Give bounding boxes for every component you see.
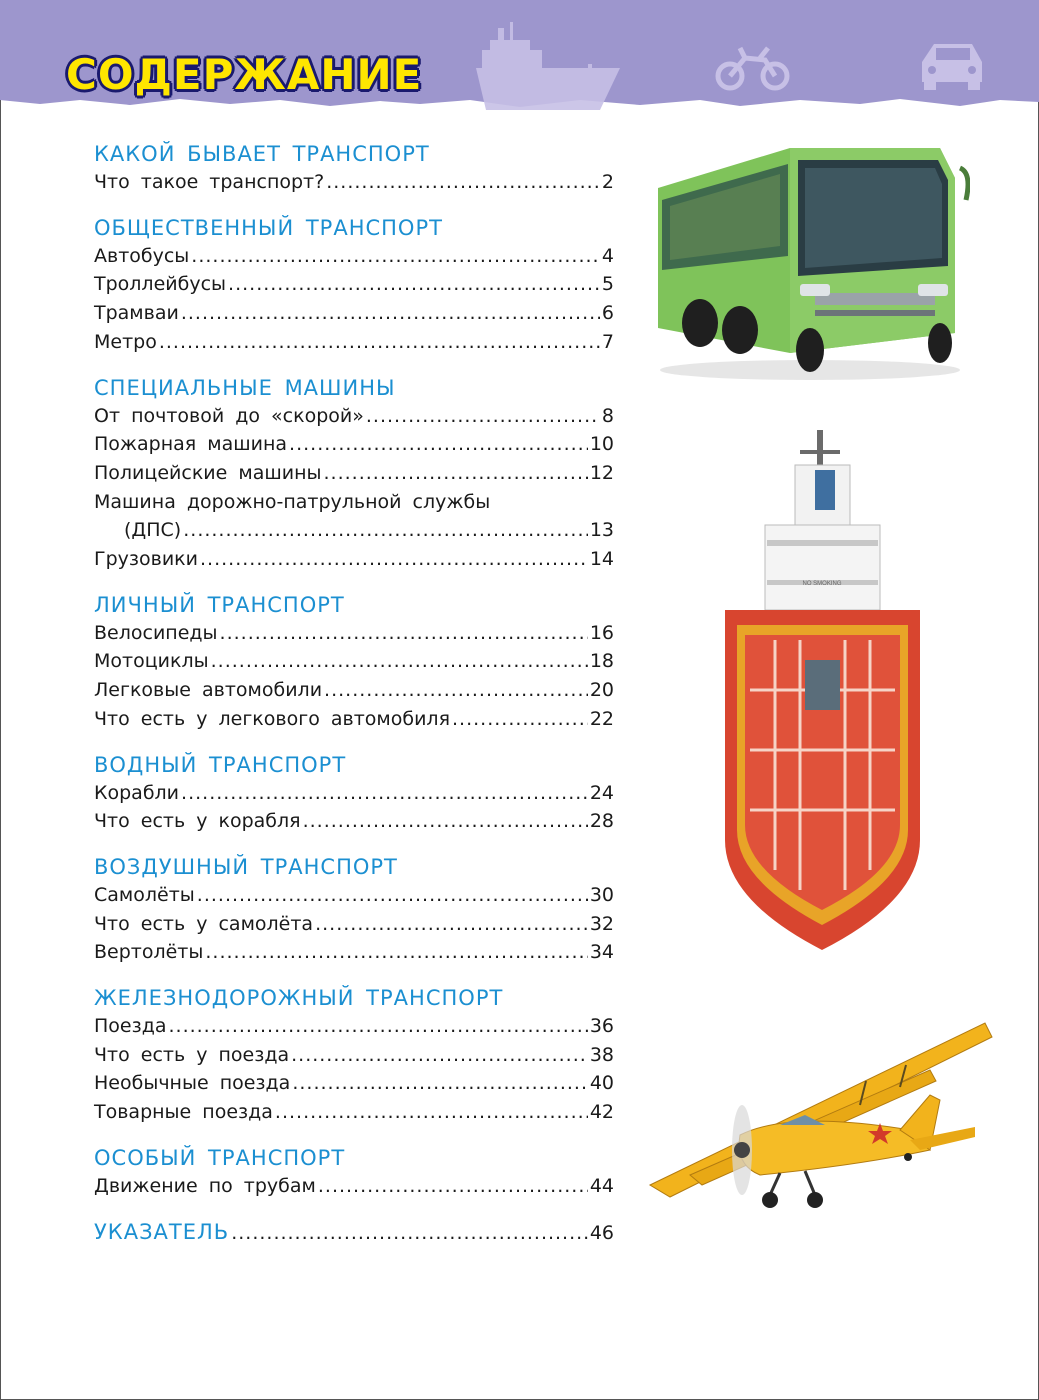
toc-entry-label: Автобусы: [94, 244, 190, 267]
toc-entry-label: Машина дорожно-патрульной службы: [94, 490, 491, 513]
toc-page-number: 7: [601, 330, 614, 353]
toc-entry[interactable]: [94, 1041, 614, 1070]
dot-leader: [326, 168, 600, 197]
toc-entry[interactable]: [94, 516, 614, 545]
toc-page-number: 16: [589, 621, 614, 644]
toc-page-number: 6: [601, 302, 614, 325]
toc-page-number: 5: [601, 273, 614, 296]
toc-page-number: 20: [589, 679, 614, 702]
dot-leader: [159, 328, 600, 357]
table-of-contents: [94, 140, 614, 1247]
dot-leader: [191, 242, 600, 271]
toc-entry[interactable]: [94, 270, 614, 299]
toc-entry-label: Необычные поезда: [94, 1072, 291, 1095]
toc-entry-label: Грузовики: [94, 548, 198, 571]
toc-entry[interactable]: [94, 430, 614, 459]
toc-entry[interactable]: [94, 299, 614, 328]
toc-entry[interactable]: [94, 1069, 614, 1098]
toc-entry-label: Что есть у корабля: [94, 810, 301, 833]
toc-entry-label: Товарные поезда: [94, 1101, 273, 1124]
toc-section: [94, 751, 614, 836]
dot-leader: [275, 1098, 588, 1127]
dot-leader: [315, 910, 588, 939]
section-title: ЛИЧНЫЙ ТРАНСПОРТ: [94, 592, 345, 617]
toc-entry[interactable]: [94, 328, 614, 357]
toc-entry-label: Что есть у поезда: [94, 1043, 290, 1066]
toc-page-number: 42: [589, 1101, 614, 1124]
toc-entry-label: Поезда: [94, 1015, 167, 1038]
toc-page-number: 38: [589, 1043, 614, 1066]
toc-entry-label: Легковые автомобили: [94, 679, 323, 702]
toc-page-number: 2: [601, 171, 614, 193]
toc-entry[interactable]: [94, 881, 614, 910]
section-title: СПЕЦИАЛЬНЫЕ МАШИНЫ: [94, 375, 396, 400]
toc-entry[interactable]: [94, 619, 614, 648]
toc-section: [94, 984, 614, 1127]
dot-leader: [228, 270, 600, 299]
toc-entry-label: Троллейбусы: [94, 273, 227, 296]
dot-leader: [318, 1172, 588, 1201]
toc-entry-label: От почтовой до «скорой»: [94, 404, 364, 427]
toc-entry[interactable]: [94, 705, 614, 734]
page-title: СОДЕРЖАНИЕ: [66, 50, 423, 99]
toc-page-number: 13: [589, 519, 614, 542]
toc-entry[interactable]: [94, 1098, 614, 1127]
section-title: ОСОБЫЙ ТРАНСПОРТ: [94, 1145, 346, 1170]
toc-entry[interactable]: [94, 545, 614, 574]
dot-leader: [303, 807, 588, 836]
dot-leader: [197, 881, 588, 910]
toc-section: [94, 853, 614, 967]
toc-entry[interactable]: [94, 459, 614, 488]
section-title: ВОЗДУШНЫЙ ТРАНСПОРТ: [94, 854, 398, 879]
dot-leader: [452, 705, 588, 734]
toc-entry-label: Метро: [94, 330, 157, 353]
dot-leader: [205, 938, 587, 967]
toc-entry-label: Что такое транспорт?: [94, 171, 325, 193]
toc-entry-label: (ДПС): [124, 519, 182, 542]
toc-entry[interactable]: [94, 938, 614, 967]
section-title: КАКОЙ БЫВАЕТ ТРАНСПОРТ: [94, 142, 430, 166]
toc-page-number: 10: [589, 433, 614, 456]
section-title: ОБЩЕСТВЕННЫЙ ТРАНСПОРТ: [94, 215, 443, 240]
toc-entry-label: Велосипеды: [94, 621, 218, 644]
toc-entry-label: Самолёты: [94, 883, 195, 906]
toc-index-entry[interactable]: [94, 1218, 614, 1248]
toc-page-number: 44: [589, 1174, 614, 1197]
toc-entry-label: Трамваи: [94, 302, 179, 325]
toc-entry[interactable]: [94, 168, 614, 197]
section-title: ВОДНЫЙ ТРАНСПОРТ: [94, 752, 347, 777]
dot-leader: [211, 647, 588, 676]
toc-page-number: 40: [589, 1072, 614, 1095]
toc-page-number: 36: [589, 1015, 614, 1038]
dot-leader: [168, 1012, 587, 1041]
toc-page-number: 18: [589, 650, 614, 673]
dot-leader: [181, 299, 600, 328]
toc-page-number: 24: [589, 781, 614, 804]
toc-page-number: 30: [589, 883, 614, 906]
section-title: ЖЕЛЕЗНОДОРОЖНЫЙ ТРАНСПОРТ: [94, 986, 504, 1011]
toc-page-number: 46: [589, 1221, 614, 1244]
toc-section: [94, 1144, 614, 1201]
toc-entry[interactable]: [94, 242, 614, 271]
dot-leader: [220, 619, 588, 648]
toc-entry[interactable]: [94, 676, 614, 705]
index-label: УКАЗАТЕЛЬ: [94, 1219, 230, 1244]
dot-leader: [289, 430, 588, 459]
toc-page-number: 28: [589, 810, 614, 833]
toc-page-number: 4: [601, 244, 614, 267]
toc-entry[interactable]: [94, 807, 614, 836]
toc-entry[interactable]: [94, 779, 614, 808]
dot-leader: [181, 779, 588, 808]
toc-section: [94, 591, 614, 734]
dot-leader: [291, 1041, 588, 1070]
dot-leader: [200, 545, 588, 574]
toc-entry-label: Движение по трубам: [94, 1174, 316, 1197]
biplane-illustration: [630, 1015, 995, 1220]
toc-entry[interactable]: [94, 1012, 614, 1041]
toc-section: [94, 214, 614, 357]
toc-section: [94, 140, 614, 197]
toc-entry-label: Вертолёты: [94, 941, 204, 964]
toc-entry-label: Корабли: [94, 781, 180, 804]
dot-leader: [324, 676, 588, 705]
dot-leader: [231, 1219, 588, 1248]
svg-text:NO SMOKING: NO SMOKING: [802, 581, 842, 587]
dot-leader: [324, 459, 588, 488]
toc-entry-label: Пожарная машина: [94, 433, 288, 456]
toc-page-number: 8: [601, 404, 614, 427]
toc-page-number: 14: [589, 548, 614, 571]
tanker-ship-illustration: [705, 430, 940, 950]
toc-section: [94, 374, 614, 574]
dot-leader: [183, 516, 588, 545]
toc-entry[interactable]: [94, 910, 614, 939]
toc-entry-label: Что есть у легкового автомобиля: [94, 707, 450, 730]
toc-entry-label: Полицейские машины: [94, 461, 322, 484]
toc-page-number: 32: [589, 912, 614, 935]
bus-illustration: [640, 138, 970, 383]
toc-entry[interactable]: [94, 402, 614, 431]
toc-page-number: 12: [589, 461, 614, 484]
toc-page-number: 34: [589, 941, 614, 964]
toc-entry[interactable]: [94, 647, 614, 676]
dot-leader: [292, 1069, 587, 1098]
dot-leader: [366, 402, 600, 431]
toc-entry-label: Мотоциклы: [94, 650, 209, 673]
toc-entry-label: Что есть у самолёта: [94, 912, 314, 935]
toc-page-number: 22: [589, 707, 614, 730]
toc-entry[interactable]: [94, 1172, 614, 1201]
